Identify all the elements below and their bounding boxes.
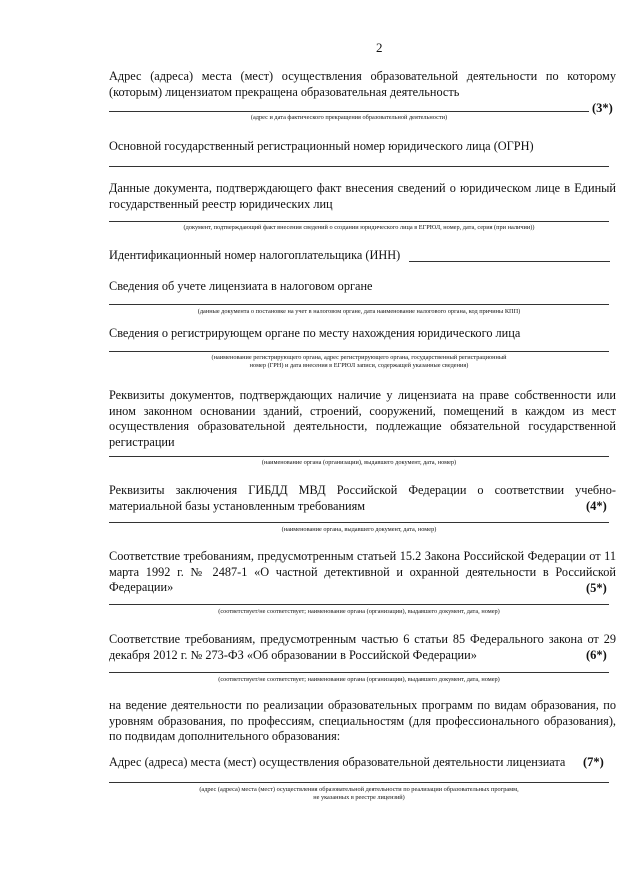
s9-caption: (соответствует/не соответствует; наименование органа (организации), выдавшего документ, дата, номер): [218, 608, 500, 615]
s3-text: Данные документа, подтверждающего факт внесения сведений о юридическом лице в Единый государственный реестр юридических лиц: [109, 181, 616, 211]
s1-text: Адрес (адреса) места (мест) осуществления образовательной деятельности по которому (которым) лицензиатом прекращена образовательная деятельность: [109, 69, 616, 99]
s6-caption-line-1: (наименование регистрирующего органа, адрес регистрирующего органа, государственный регистрационный: [211, 354, 507, 361]
s3-caption: (документ, подтверждающий факт внесения сведений о создании юридического лица в ЕГРЮЛ, номер, дата, серия (при наличии)): [183, 224, 535, 231]
s8-caption: (наименование органа, выдавшего документ, дата, номер): [281, 526, 437, 533]
s9-fill-line[interactable]: [109, 604, 609, 605]
s12-caption-line-1: (адрес (адреса) места (мест) осуществления образовательной деятельности по реализации образовательных программ,: [199, 786, 519, 793]
s4-text: Идентификационный номер налогоплательщика (ИНН): [109, 248, 401, 262]
s6-fill-line[interactable]: [109, 351, 609, 352]
s5-fill-line[interactable]: [109, 304, 609, 305]
s3-fill-line[interactable]: [109, 221, 609, 222]
s5-text: Сведения об учете лицензиата в налоговом органе: [109, 279, 373, 293]
s12-fill-line[interactable]: [109, 782, 609, 783]
s1-caption: (адрес и дата фактического прекращения образовательной деятельности): [250, 114, 448, 121]
s6-caption-line-2: номер (ГРН) и дата внесения в ЕГРЮЛ записи, содержащей указанные сведения): [249, 362, 469, 369]
s6-text: Сведения о регистрирующем органе по месту нахождения юридического лица: [109, 326, 521, 340]
s10-text: Соответствие требованиям, предусмотренным частью 6 статьи 85 Федерального закона от 29 декабря 2012 г. № 273-ФЗ «Об образовании в Российской Федерации»: [109, 632, 616, 662]
s12-caption-line-2: не указанных в реестре лицензий): [313, 794, 405, 801]
s8-text: Реквизиты заключения ГИБДД МВД Российской Федерации о соответствии учебно-материальной базы установленным требованиям: [109, 483, 616, 513]
s8-fill-line[interactable]: [109, 522, 609, 523]
s10-caption: (соответствует/не соответствует; наименование органа (организации), выдавшего документ, дата, номер): [218, 676, 500, 683]
s1-fill-line[interactable]: [109, 111, 589, 112]
s7-text: Реквизиты документов, подтверждающих наличие у лицензиата на праве собственности или ином законном основании зданий, строений, сооружений, помещений в каждом из мест осуществления образовательной деятельности, подлежащие обязательной государственной регистрации: [109, 388, 616, 449]
s9-mark: (5*): [586, 581, 607, 595]
s12-mark: (7*): [583, 755, 604, 769]
s2-text: Основной государственный регистрационный номер юридического лица (ОГРН): [109, 139, 534, 153]
s12-text: Адрес (адреса) места (мест) осуществления образовательной деятельности лицензиата: [109, 755, 566, 769]
s11-text: на ведение деятельности по реализации образовательных программ по видам образования, по уровням образования, по профессиям, специальностям (для профессионального образования), по подвидам дополнительного образования:: [109, 698, 616, 743]
s10-fill-line[interactable]: [109, 672, 609, 673]
s9-text: Соответствие требованиям, предусмотренным статьей 15.2 Закона Российской Федерации от 11 марта 1992 г. № 2487-1 «О частной детективной и охранной деятельности в Российской Федерации»: [109, 549, 616, 594]
s7-caption: (наименование органа (организации), выдавшего документ, дата, номер): [261, 459, 457, 466]
s5-caption: (данные документа о постановке на учет в налоговом органе, дата наименование налогового органа, код причины КПП): [197, 308, 521, 315]
page-number: 2: [376, 40, 383, 55]
s7-fill-line[interactable]: [109, 456, 609, 457]
s2-fill-line[interactable]: [109, 166, 609, 167]
s10-mark: (6*): [586, 648, 607, 662]
s1-mark: (3*): [592, 101, 613, 115]
s8-mark: (4*): [586, 499, 607, 513]
s4-fill-line[interactable]: [409, 261, 610, 262]
